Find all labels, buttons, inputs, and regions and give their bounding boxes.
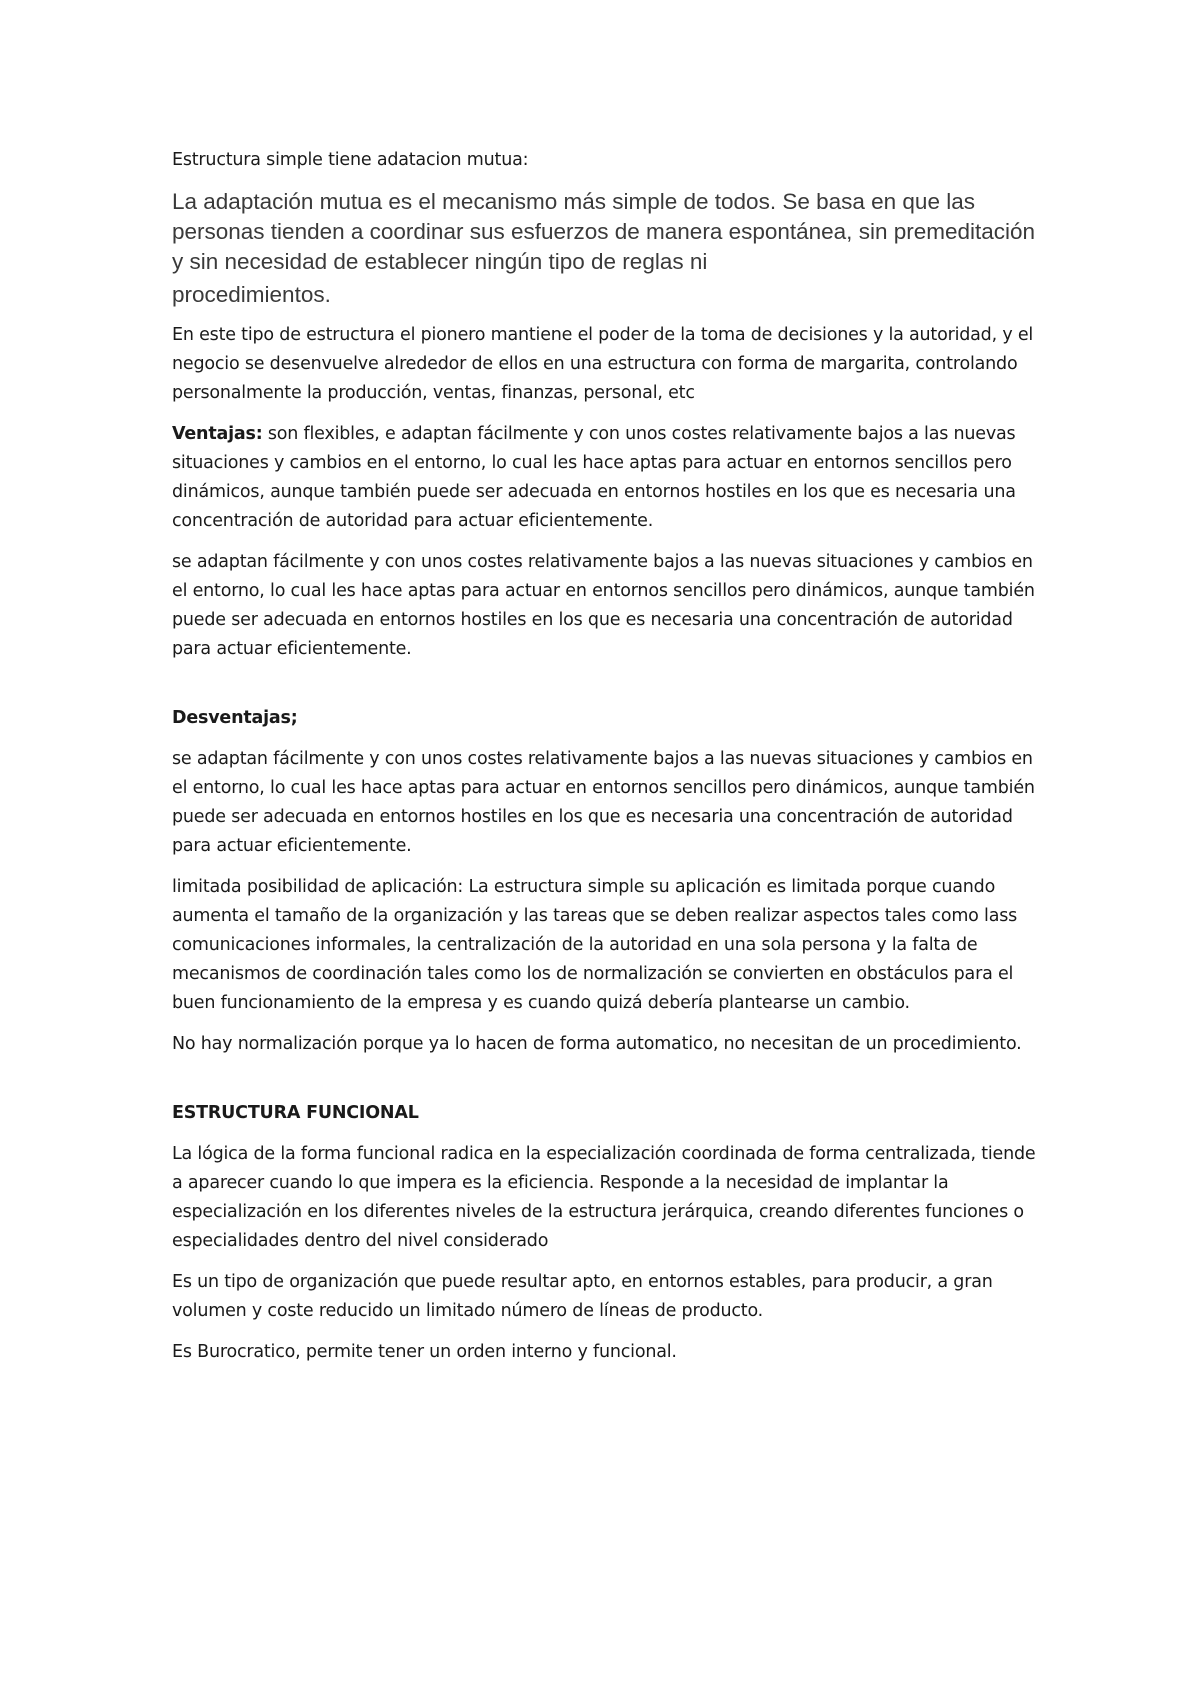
intro-title: Estructura simple tiene adatacion mutua:	[172, 150, 529, 170]
funcional-heading: ESTRUCTURA FUNCIONAL	[172, 1103, 419, 1123]
paragraph-apto: Es un tipo de organización que puede resultar apto, en entornos estables, para producir, a gran volumen y coste reducido un limitado número de líneas de producto.	[172, 1272, 993, 1321]
paragraph-adaptan-1: se adaptan fácilmente y con unos costes relativamente bajos a las nuevas situaciones y cambios en el entorno, lo cual les hace aptas para actuar en entornos sencillos pero dinámicos, aunque también puede ser adecuada en entornos hostiles en los que es necesaria una concentración de autoridad para actuar eficientemente.	[172, 552, 1035, 659]
spacer	[172, 1071, 1042, 1099]
paragraph-limitada: limitada posibilidad de aplicación: La estructura simple su aplicación es limitada porque cuando aumenta el tamaño de la organización y las tareas que se deben realizar aspectos tales como lass comunicaciones informales, la centralización de la autoridad en una sola persona y la falta de mecanismos de coordinación tales como los de normalización se convierten en obstáculos para el buen funcionamiento de la empresa y es cuando quizá debería plantearse un cambio.	[172, 877, 1018, 1013]
paragraph-adaptan-2: se adaptan fácilmente y con unos costes relativamente bajos a las nuevas situaciones y cambios en el entorno, lo cual les hace aptas para actuar en entornos sencillos pero dinámicos, aunque también puede ser adecuada en entornos hostiles en los que es necesaria una concentración de autoridad para actuar eficientemente.	[172, 749, 1035, 856]
ventajas-label: Ventajas:	[172, 424, 263, 444]
paragraph-normalizacion: No hay normalización porque ya lo hacen de forma automatico, no necesitan de un procedimiento.	[172, 1034, 1022, 1054]
ventajas-text: son flexibles, e adaptan fácilmente y con unos costes relativamente bajos a las nuevas situaciones y cambios en el entorno, lo cual les hace aptas para actuar en entornos sencillos pero dinámicos, aunque también puede ser adecuada en entornos hostiles en los que es necesaria una concentración de autoridad para actuar eficientemente.	[172, 424, 1016, 531]
desventajas-heading: Desventajas;	[172, 708, 298, 728]
lead-text: La adaptación mutua es el mecanismo más simple de todos. Se basa en que las personas tienden a coordinar sus esfuerzos de manera espontánea, sin premeditación y sin necesidad de establecer ningún tipo de reglas ni	[172, 189, 1036, 274]
lead-text-end: procedimientos.	[172, 282, 331, 307]
paragraph-burocratico: Es Burocratico, permite tener un orden interno y funcional.	[172, 1342, 677, 1362]
paragraph-logica: La lógica de la forma funcional radica en la especialización coordinada de forma centralizada, tiende a aparecer cuando lo que impera es la eficiencia. Responde a la necesidad de implantar la especialización en los diferentes niveles de la estructura jerárquica, creando diferentes funciones o especialidades dentro del nivel considerado	[172, 1144, 1036, 1251]
paragraph-pionero: En este tipo de estructura el pionero mantiene el poder de la toma de decisiones y la autoridad, y el negocio se desenvuelve alrededor de ellos en una estructura con forma de margarita, controlando personalmente la producción, ventas, finanzas, personal, etc	[172, 325, 1034, 403]
paragraph-ventajas	[172, 420, 1042, 536]
document-body	[172, 146, 1042, 1379]
lead-paragraph	[172, 187, 1042, 313]
spacer	[172, 676, 1042, 704]
